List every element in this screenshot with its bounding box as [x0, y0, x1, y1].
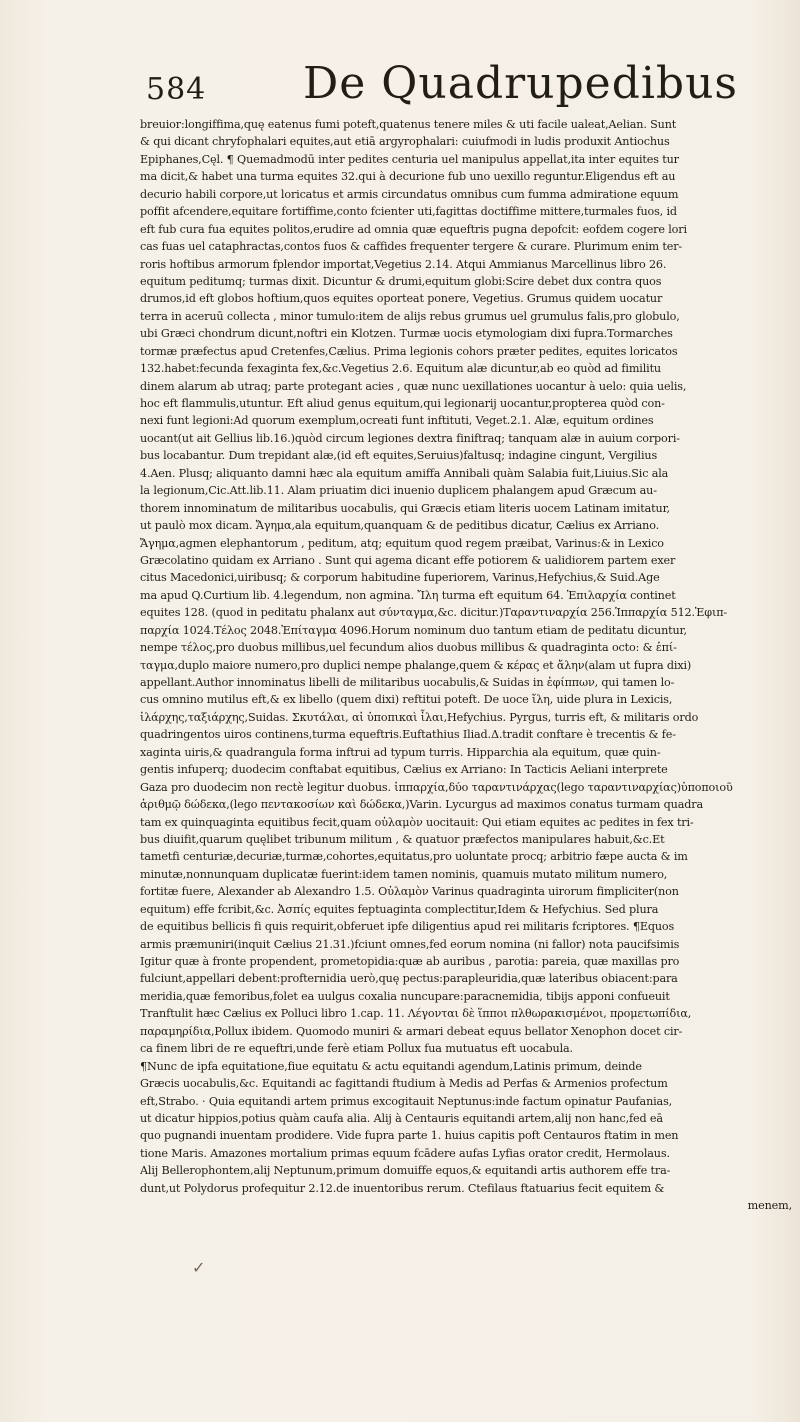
text-line: & qui dicant chryfophalari equites,aut etiā argyrophalari: cuiufmodi in ludis produxit Antiochus [140, 135, 670, 149]
text-line: ἀριθμῷ δώδεκα,(lego πεντακοσίων καὶ δώδεκα,)Varin. Lycurgus ad maximos conatus turmam quadra [140, 798, 703, 812]
text-line: ubi Græci chondrum dicunt,noftri ein Klotzen. Turmæ uocis etymologiam dixi fupra.Tormarches [140, 327, 673, 341]
text-line: παραμηρίδια,Pollux ibidem. Quomodo muniri & armari debeat equus bellator Xenophon docet cir- [140, 1024, 683, 1038]
text-line: menem, [747, 1199, 792, 1213]
text-line: equitum peditumq; turmas dixit. Dicuntur & drumi,equitum globi:Scire debet dux contra quos [140, 274, 662, 288]
text-line: tione Maris. Amazones mortalium primas equum fcādere aufas Lyfias orator credit, Hermolaus. [140, 1146, 670, 1160]
text-line: roris hoftibus armorum fplendor importat,Vegetius 2.14. Atqui Ammianus Marcellinus libro 26. [140, 257, 667, 271]
text-line: la legionum,Cic.Att.lib.11. Alam priuatim dici inuenio duplicem phalangem apud Græcum au- [140, 484, 657, 498]
text-line: ἰλάρχης,ταξιάρχης,Suidas. Σκυτάλαι, αἱ ὑποπικαὶ ἶλαι,Hefychius. Pyrgus, turris eft, & militaris ordo [140, 710, 699, 724]
text-line: thorem innominatum de militaribus uocabulis, qui Græcis etiam literis uocem Latinam imitatur, [140, 501, 670, 515]
text-line: dinem alarum ab utraq; parte protegant acies , quæ nunc uexillationes uocantur à uelo: quia uelis, [140, 379, 687, 393]
text-line: fulciunt,appellari debent:profternidia uerò,quę pectus:parapleuridia,quæ lateribus obiacent:para [140, 972, 678, 986]
text-line: Igitur quæ à fronte propendent, prometopidia:quæ ab auribus , parotia: pareia, quæ maxillas pro [140, 955, 680, 968]
text-line: poffit afcendere,equitare fortiffime,conto fcienter uti,fagittas doctiffime mittere,turmales fuos, id [140, 205, 677, 219]
text-line: tormæ præfectus apud Cretenfes,Cælius. Prima legionis cohors præter pedites, equites loricatos [140, 344, 678, 358]
text-line: dunt,ut Polydorus profequitur 2.12.de inuentoribus rerum. Ctefilaus ftatuarius fecit equitem & [140, 1181, 665, 1195]
text-line: uocant(ut ait Gellius lib.16.)quòd circum legiones dextra finiftraq; tanquam alæ in auium corpori- [140, 431, 680, 445]
text-line: drumos,id eft globos hoftium,quos equites oporteat ponere, Vegetius. Grumus quidem uocatur [140, 292, 663, 306]
text-line: ma apud Q.Curtium lib. 4.legendum, non agmina. Ἴλη turma eft equitum 64. Ἐπιλαρχία continet [140, 588, 676, 602]
text-line: ταγμα,duplo maiore numero,pro duplici nempe phalange,quem & κέρας et ἄλην(alam ut fupra dixi) [140, 658, 692, 672]
text-line: equites 128. (quod in peditatu phalanx aut σύνταγμα,&c. dicitur.)Ταραντιναρχία 256.Ἱππαρχία 512.Ἐφιπ- [140, 606, 728, 620]
text-line: ut dicatur hippios,potius quàm caufa alia. Alij à Centauris equitandi artem,alij non hanc,fed eā [140, 1111, 663, 1125]
page-header [140, 58, 780, 116]
text-line: bus diuifit,quarum quęlibet tribunum militum , & quatuor præfectos manipulares habuit,&c.Et [140, 832, 665, 846]
page-number: 584 [146, 72, 207, 107]
text-line: de equitibus bellicis fi quis requirit,obferuet ipfe diligentius apud rei militaris fcriptores. ¶Equos [140, 920, 675, 934]
text-line: ca finem libri de re equeftri,unde ferè etiam Pollux fua mutuatus eft uocabula. [140, 1042, 573, 1056]
text-line: tametfi centuriæ,decuriæ,turmæ,cohortes,equitatus,pro uoluntate procq; arbitrio fæpe aucta & im [140, 850, 688, 864]
text-line: appellant.Author innominatus libelli de militaribus uocabulis,& Suidas in ἐφίππων, qui tamen lo- [140, 676, 675, 689]
text-line: παρχία 1024.Τέλος 2048.Ἐπίταγμα 4096.Horum nominum duo tantum etiam de peditatu dicuntur, [140, 623, 687, 637]
text-line: terra in aceruū collecta , minor tumulo:item de alijs rebus grumus uel grumulus falis,pro globulo, [140, 309, 680, 323]
text-line: Tranftulit hæc Cælius ex Polluci libro 1.cap. 11. Λέγονται δὲ ἵπποι πλθωρακισμένοι, προμετωπίδια, [140, 1007, 692, 1021]
text-line: Græcolatino quidam ex Arriano . Sunt qui agema dicant effe potiorem & ualidiorem partem exer [140, 553, 676, 567]
text-line: armis præmuniri(inquit Cælius 21.31.)fciunt omnes,fed eorum nomina (ni fallor) nota paucifsimis [140, 937, 680, 951]
text-line: meridia,quæ femoribus,folet ea uulgus coxalia nuncupare:paracnemidia, tibijs apponi confueuit [140, 989, 670, 1003]
text-line: Gaza pro duodecim non rectè legitur duobus. ἱππαρχία,δύο ταραντινάρχας(lego ταραντιναρχίας)ὑποποιοῦ [140, 780, 733, 794]
text-line: decurio habili corpore,ut loricatus et armis circundatus omnibus cum fumma admiratione equum [140, 187, 679, 201]
text-line: Græcis uocabulis,&c. Equitandi ac fagittandi ftudium à Medis ad Perfas & Armenios profectum [140, 1077, 668, 1091]
text-line: cus omnino mutilus eft,& ex libello (quem dixi) reftitui poteft. De uoce ἴλη, uide plura in Lexicis, [140, 693, 673, 707]
text-line: eft fub cura fua equites politos,erudire ad omnia quæ equeftris pugna depofcit: eofdem cogere lori [140, 222, 687, 236]
text-line: xaginta uiris,& quadrangula forma inftrui ad typum turris. Hipparchia ala equitum, quæ quin- [140, 745, 661, 759]
text-line: minutæ,nonnunquam duplicatæ fuerint:idem tamen nominis, quamuis mutato militum numero, [140, 867, 668, 881]
text-line: cas fuas uel cataphractas,contos fuos & caffides frequenter tergere & curare. Plurimum enim ter- [140, 240, 683, 254]
text-line: ¶Nunc de ipfa equitatione,fiue equitatu & actu equitandi agendum,Latinis primum, deinde [140, 1059, 642, 1073]
text-line: 4.Aen. Plusq; aliquanto damni hæc ala equitum amiffa Annibali quàm Salabia fuit,Liuius.Sic ala [140, 466, 669, 480]
text-line: quo pugnandi inuentam prodidere. Vide fupra parte 1. huius capitis poft Centauros ftatim in men [140, 1129, 679, 1143]
text-line: ma dicit,& habet una turma equites 32.qui à decurione fub uno uexillo reguntur.Eligendus eft au [140, 170, 676, 184]
text-line: Alij Bellerophontem,alij Neptunum,primum domuiffe equos,& equitandi artis authorem effe tra- [140, 1164, 671, 1178]
text-line: fortitæ fuere, Alexander ab Alexandro 1.5. Οὐλαμὸν Varinus quadraginta uirorum fimpliciter(non [140, 885, 679, 899]
text-line: Epiphanes,Cęl. ¶ Quemadmodū inter pedites centuria uel manipulus appellat,ita inter equites tur [140, 152, 679, 166]
text-line: Ἄγημα,agmen elephantorum , peditum, atq; equitum quod regem præibat, Varinus:& in Lexico [140, 536, 664, 550]
text-line: hoc eft flammulis,utuntur. Eft aliud genus equitum,qui legionarij uocantur,propterea quòd con- [140, 397, 665, 410]
body-text [140, 116, 792, 1215]
text-line: nempe τέλος,pro duobus millibus,uel fecundum alios duobus millibus & quadraginta octo: & ἐπί- [140, 641, 677, 655]
text-line: eft,Strabo. · Quia equitandi artem primus excogitauit Neptunus:inde factum opinatur Paufanias, [140, 1094, 673, 1108]
text-line: citus Macedonici,uiribusq; & corporum habitudine fuperiorem, Varinus,Hefychius,& Suid.Age [140, 571, 660, 585]
text-line: bus locabantur. Dum trepidant alæ,(id eft equites,Seruius)faltusq; indagine cingunt, Vergilius [140, 449, 658, 463]
text-line: 132.habet:fecunda fexaginta fex,&c.Vegetius 2.6. Equitum alæ dicuntur,ab eo quòd ad fimilitu [140, 362, 661, 376]
text-line: equitum) effe fcribit,&c. Ἀσπίς equites feptuaginta complectitur,Idem & Hefychius. Sed plura [140, 902, 659, 916]
text-line: quadringentos uiros continens,turma equeftris.Euftathius Iliad.Δ.tradit conftare è trecentis & fe- [140, 728, 676, 742]
text-line: nexi funt legioni:Ad quorum exemplum,ocreati funt inftituti, Veget.2.1. Alæ, equitum ordines [140, 414, 654, 428]
text-line: breuior:longiffima,quę eatenus fumi poteft,quatenus tenere miles & uti facile ualeat,Aelian. Sunt [140, 118, 677, 131]
text-line: tam ex quinquaginta equitibus fecit,quam οὐλαμὸν uocitauit: Qui etiam equites ac pedites in fex tri- [140, 815, 694, 829]
handwritten-check-mark: ✓ [192, 1258, 206, 1277]
text-line: ut paulò mox dicam. Ἄγημα,ala equitum,quanquam & de peditibus dicatur, Cælius ex Arriano. [140, 519, 660, 533]
text-line: gentis infuperq; duodecim conftabat equitibus, Cælius ex Arriano: In Tacticis Aeliani interprete [140, 763, 668, 777]
running-title: De Quadrupedibus [303, 58, 739, 109]
